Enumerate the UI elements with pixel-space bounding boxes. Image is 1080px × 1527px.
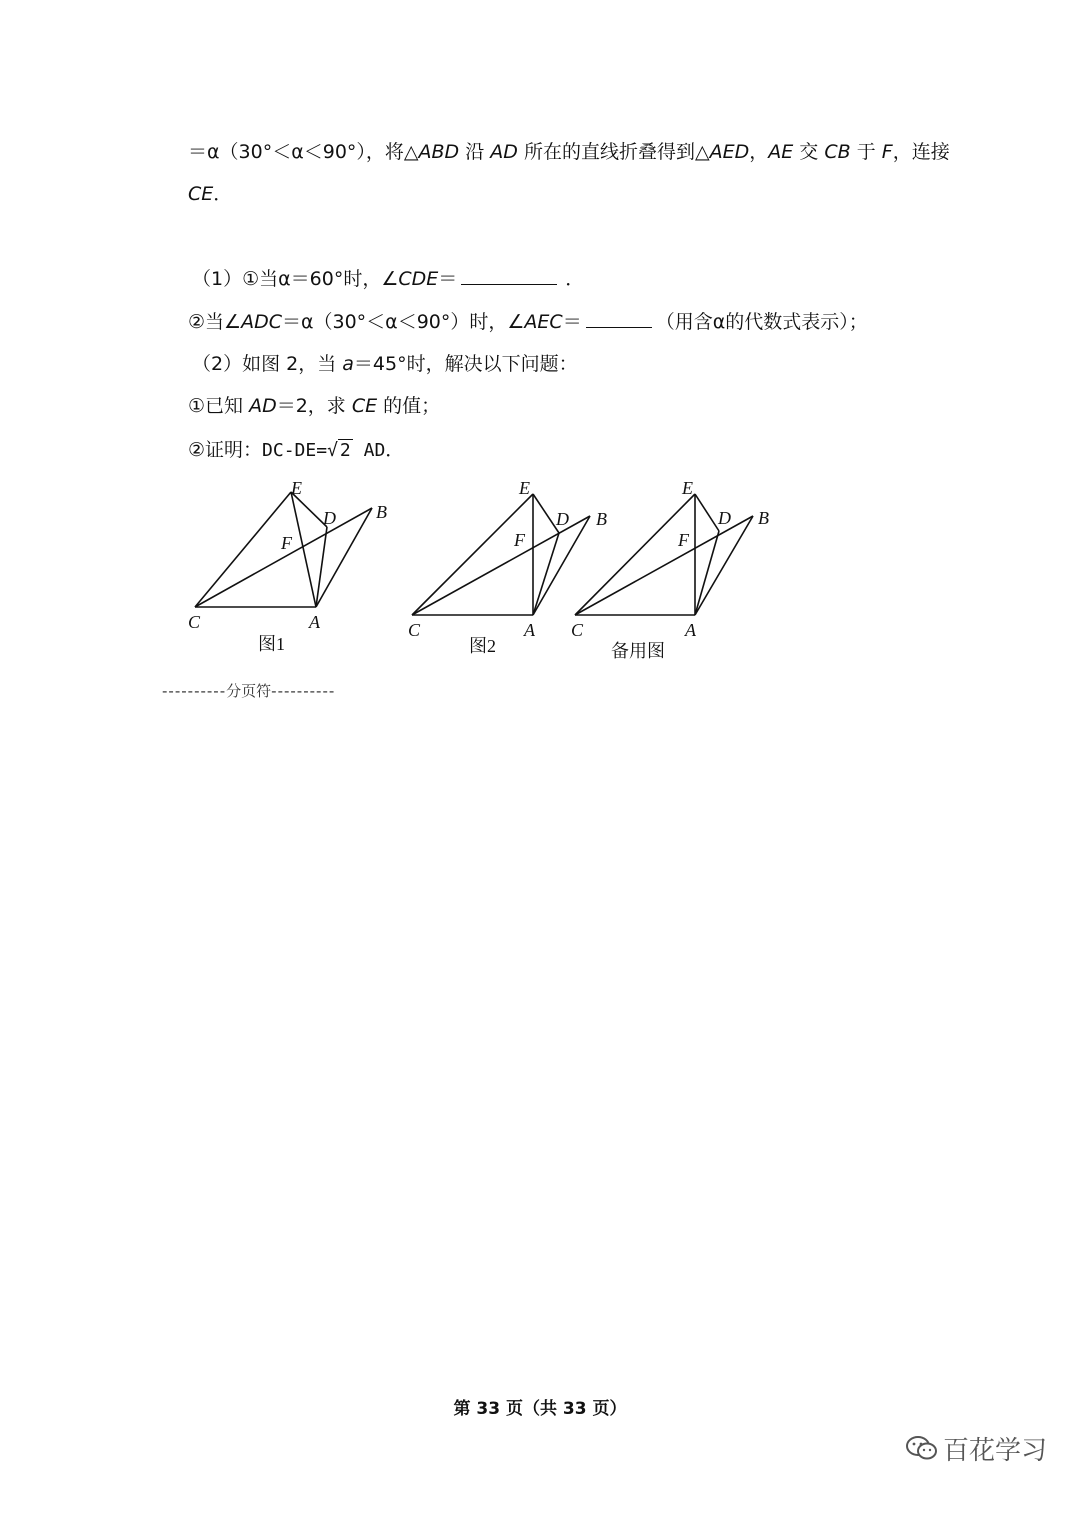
segment-CB	[195, 508, 372, 607]
label-B: B	[596, 509, 607, 529]
label-A: A	[524, 620, 535, 640]
segment-CB	[412, 516, 590, 615]
proof-expression: DC-DE=√ 2 AD	[262, 440, 385, 461]
label-A: A	[309, 612, 320, 632]
page-break-marker: ----------分页符----------	[162, 682, 336, 700]
figure-3-caption: 备用图	[611, 641, 665, 661]
segment-BA	[695, 516, 753, 615]
figure-1-caption: 图1	[258, 634, 285, 654]
segment-CB	[575, 516, 753, 615]
sqrt-symbol: √ 2	[327, 440, 351, 461]
watermark: 百花学习	[905, 1430, 1047, 1469]
label-F: F	[281, 533, 292, 553]
question-2-part-1: ①已知 AD＝2，求 CE 的值；	[188, 395, 441, 417]
label-F: F	[678, 530, 689, 550]
label-D: D	[718, 508, 731, 528]
segment-CE	[575, 494, 695, 615]
label-F: F	[514, 530, 525, 550]
segment-BA	[533, 516, 590, 615]
segment-ED	[695, 494, 719, 531]
label-A: A	[685, 620, 696, 640]
label-B: B	[376, 502, 387, 522]
label-C: C	[408, 620, 421, 640]
segment-DA	[695, 531, 719, 615]
label-E: E	[682, 478, 693, 498]
wechat-icon	[905, 1434, 939, 1469]
label-C: C	[571, 620, 584, 640]
question-1-part-2: ②当∠ADC＝α（30°＜α＜90°）时，∠AEC＝ （用含α的代数式表示）；	[188, 311, 868, 333]
figure-2-caption: 图2	[469, 636, 496, 656]
question-2: （2）如图 2，当 a＝45°时，解决以下问题：	[192, 353, 578, 375]
segment-EA	[291, 492, 316, 607]
page-footer: 第 33 页（共 33 页）	[453, 1399, 627, 1419]
geometry-figures	[0, 470, 1080, 670]
question-1-part-1: （1）①当α＝60°时，∠CDE＝ ．	[192, 268, 585, 290]
answer-blank	[461, 266, 557, 285]
label-E: E	[519, 478, 530, 498]
segment-CE	[412, 494, 533, 615]
segment-CE	[195, 492, 291, 607]
label-D: D	[323, 508, 336, 528]
question-2-part-2: ②证明：DC-DE=√ 2 AD．	[188, 437, 404, 464]
label-D: D	[556, 509, 569, 529]
problem-line-1: ＝α（30°＜α＜90°），将△ABD 沿 AD 所在的直线折叠得到△AED，AE 交 CB 于 F，连接	[188, 141, 950, 163]
label-E: E	[291, 478, 302, 498]
problem-line-2: CE．	[188, 183, 233, 205]
label-C: C	[188, 612, 201, 632]
label-B: B	[758, 508, 769, 528]
answer-blank	[586, 309, 652, 328]
